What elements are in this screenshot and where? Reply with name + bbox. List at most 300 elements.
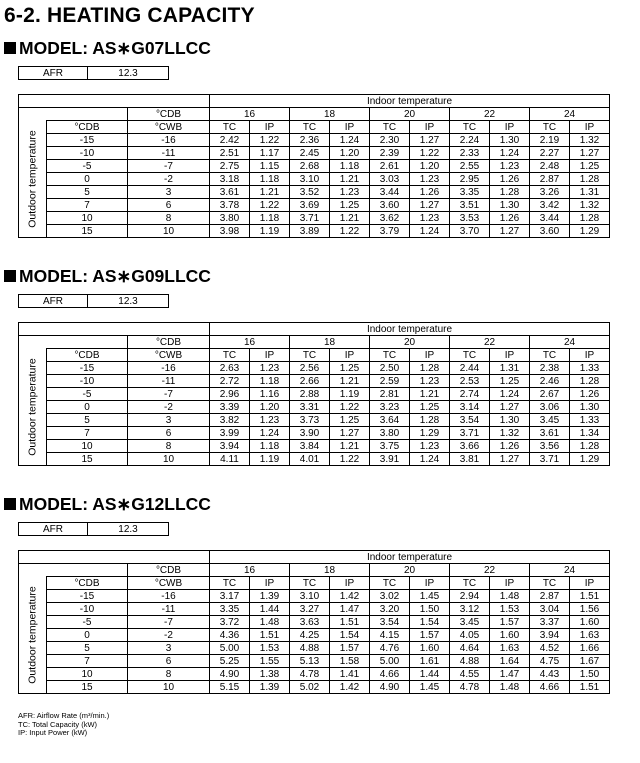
tc-header: TC [370,121,410,134]
outdoor-cwb-value: 10 [128,681,210,694]
ip-value: 1.53 [250,642,290,655]
ip-value: 1.19 [250,453,290,466]
ip-value: 1.25 [490,375,530,388]
table-row [19,173,610,186]
header-row-indoor [19,95,610,108]
outdoor-cwb-header: °CWB [128,349,210,362]
outdoor-temperature-text: Outdoor temperature [26,358,38,456]
tc-value: 2.46 [530,375,570,388]
ip-value: 1.30 [490,134,530,147]
ip-value: 1.54 [330,629,370,642]
ip-header: IP [570,121,610,134]
tc-value: 3.90 [290,427,330,440]
indoor-temp-16: 16 [210,564,290,577]
indoor-cdb-header: °CDB [128,336,210,349]
outdoor-cdb-value: -15 [47,134,128,147]
ip-value: 1.42 [330,681,370,694]
ip-value: 1.21 [330,173,370,186]
tc-value: 4.15 [370,629,410,642]
tc-value: 3.54 [370,616,410,629]
ip-value: 1.32 [570,199,610,212]
tc-header: TC [210,577,250,590]
outdoor-cwb-value: -2 [128,629,210,642]
square-bullet-icon [4,498,16,510]
tc-header: TC [530,349,570,362]
tc-header: TC [290,577,330,590]
table-row [19,616,610,629]
afr-table [18,66,169,80]
outdoor-cwb-value: 8 [128,440,210,453]
ip-value: 1.60 [490,629,530,642]
tc-value: 4.76 [370,642,410,655]
indoor-temp-16: 16 [210,336,290,349]
ip-value: 1.26 [410,186,450,199]
ip-value: 1.61 [410,655,450,668]
afr-table [18,522,169,536]
afr-value: 12.3 [88,67,169,80]
tc-value: 3.78 [210,199,250,212]
tc-value: 4.90 [370,681,410,694]
ip-header: IP [250,349,290,362]
ip-header: IP [410,121,450,134]
tc-value: 2.63 [210,362,250,375]
tc-value: 2.66 [290,375,330,388]
table-row [19,603,610,616]
indoor-temperature-header: Indoor temperature [210,95,610,108]
ip-value: 1.24 [250,427,290,440]
tc-value: 2.68 [290,160,330,173]
ip-value: 1.18 [250,173,290,186]
tc-value: 3.81 [450,453,490,466]
ip-value: 1.20 [330,147,370,160]
header-row-columns [19,121,610,134]
tc-value: 2.59 [370,375,410,388]
ip-value: 1.27 [490,401,530,414]
tc-value: 2.95 [450,173,490,186]
ip-value: 1.32 [490,427,530,440]
ip-value: 1.28 [410,414,450,427]
ip-value: 1.25 [410,401,450,414]
tc-value: 3.71 [290,212,330,225]
tc-header: TC [530,577,570,590]
ip-value: 1.18 [250,212,290,225]
tc-value: 3.42 [530,199,570,212]
ip-value: 1.24 [490,147,530,160]
ip-value: 1.56 [570,603,610,616]
ip-value: 1.30 [570,401,610,414]
square-bullet-icon [4,42,16,54]
outdoor-cdb-value: 0 [47,173,128,186]
outdoor-cdb-value: 15 [47,453,128,466]
ip-value: 1.21 [330,375,370,388]
tc-value: 2.75 [210,160,250,173]
outdoor-cwb-value: 6 [128,427,210,440]
outdoor-cdb-value: 5 [47,186,128,199]
tc-value: 3.12 [450,603,490,616]
model-name: MODEL: AS∗G12LLCC [19,494,211,514]
outdoor-cwb-value: -16 [128,362,210,375]
indoor-temp-18: 18 [290,336,370,349]
tc-value: 3.71 [530,453,570,466]
tc-value: 3.91 [370,453,410,466]
ip-value: 1.23 [330,186,370,199]
tc-value: 3.98 [210,225,250,238]
tc-value: 3.52 [290,186,330,199]
indoor-temp-24: 24 [530,336,610,349]
tc-value: 2.87 [530,173,570,186]
indoor-temp-24: 24 [530,564,610,577]
tc-value: 3.70 [450,225,490,238]
table-row [19,629,610,642]
ip-value: 1.19 [250,225,290,238]
table-row [19,199,610,212]
header-blank [19,551,210,564]
tc-value: 3.44 [370,186,410,199]
tc-value: 3.63 [290,616,330,629]
ip-value: 1.51 [250,629,290,642]
tc-value: 3.39 [210,401,250,414]
tc-value: 3.60 [370,199,410,212]
tc-value: 3.80 [370,427,410,440]
table-row [19,427,610,440]
ip-value: 1.55 [250,655,290,668]
tc-value: 4.75 [530,655,570,668]
tc-header: TC [370,577,410,590]
ip-value: 1.45 [410,590,450,603]
tc-value: 3.94 [530,629,570,642]
indoor-temp-18: 18 [290,108,370,121]
ip-value: 1.29 [570,225,610,238]
header-row-columns [19,349,610,362]
tc-header: TC [210,121,250,134]
outdoor-cdb-value: -10 [47,603,128,616]
header-row-temps [19,564,610,577]
table-row [19,681,610,694]
ip-value: 1.60 [570,616,610,629]
tc-value: 3.10 [290,590,330,603]
tc-header: TC [290,121,330,134]
outdoor-cdb-value: -5 [47,616,128,629]
ip-value: 1.48 [250,616,290,629]
table-row [19,414,610,427]
tc-value: 2.87 [530,590,570,603]
tc-value: 2.55 [450,160,490,173]
ip-header: IP [570,349,610,362]
ip-value: 1.25 [330,362,370,375]
ip-header: IP [410,577,450,590]
tc-value: 2.74 [450,388,490,401]
tc-value: 2.19 [530,134,570,147]
table-row [19,160,610,173]
ip-value: 1.27 [330,427,370,440]
capacity-table [18,94,610,238]
ip-value: 1.27 [410,134,450,147]
outdoor-cdb-header: °CDB [47,121,128,134]
tc-value: 3.54 [450,414,490,427]
ip-value: 1.31 [570,186,610,199]
afr-value: 12.3 [88,523,169,536]
afr-table [18,294,169,308]
ip-value: 1.33 [570,362,610,375]
tc-header: TC [450,349,490,362]
tc-value: 5.15 [210,681,250,694]
indoor-temp-16: 16 [210,108,290,121]
tc-value: 3.75 [370,440,410,453]
tc-value: 4.78 [450,681,490,694]
table-row [19,375,610,388]
outdoor-cwb-value: 10 [128,225,210,238]
tc-value: 2.39 [370,147,410,160]
tc-value: 3.84 [290,440,330,453]
outdoor-cdb-value: 7 [47,655,128,668]
tc-value: 3.35 [210,603,250,616]
tc-header: TC [210,349,250,362]
tc-value: 2.38 [530,362,570,375]
outdoor-cdb-header: °CDB [47,577,128,590]
table-row [19,655,610,668]
tc-value: 3.69 [290,199,330,212]
ip-value: 1.41 [330,668,370,681]
ip-header: IP [490,349,530,362]
footnotes [18,712,109,738]
ip-value: 1.23 [410,212,450,225]
outdoor-cwb-value: 3 [128,186,210,199]
ip-header: IP [490,577,530,590]
ip-value: 1.28 [570,212,610,225]
tc-value: 3.79 [370,225,410,238]
ip-value: 1.21 [330,440,370,453]
tc-value: 3.35 [450,186,490,199]
outdoor-cdb-value: 7 [47,199,128,212]
tc-value: 4.05 [450,629,490,642]
afr-label: AFR [19,523,88,536]
ip-value: 1.58 [330,655,370,668]
ip-value: 1.57 [410,629,450,642]
tc-value: 3.20 [370,603,410,616]
ip-value: 1.60 [410,642,450,655]
capacity-table [18,550,610,694]
ip-value: 1.24 [490,388,530,401]
tc-value: 3.73 [290,414,330,427]
ip-value: 1.23 [250,414,290,427]
ip-value: 1.18 [250,375,290,388]
tc-value: 5.25 [210,655,250,668]
tc-value: 3.17 [210,590,250,603]
tc-value: 5.00 [370,655,410,668]
model-heading [4,38,211,59]
tc-value: 4.78 [290,668,330,681]
tc-value: 3.71 [450,427,490,440]
tc-value: 4.25 [290,629,330,642]
ip-value: 1.23 [410,173,450,186]
ip-value: 1.24 [410,225,450,238]
square-bullet-icon [4,270,16,282]
capacity-table [18,322,610,466]
tc-value: 3.99 [210,427,250,440]
tc-value: 2.67 [530,388,570,401]
tc-value: 3.66 [450,440,490,453]
tc-header: TC [530,121,570,134]
ip-header: IP [490,121,530,134]
header-blank [19,95,210,108]
tc-value: 3.14 [450,401,490,414]
outdoor-cwb-value: -16 [128,590,210,603]
ip-value: 1.38 [250,668,290,681]
ip-value: 1.21 [330,212,370,225]
outdoor-cwb-value: -11 [128,375,210,388]
tc-value: 3.18 [210,173,250,186]
outdoor-cwb-value: 6 [128,655,210,668]
tc-header: TC [450,121,490,134]
ip-value: 1.42 [330,590,370,603]
outdoor-cwb-header: °CWB [128,121,210,134]
tc-value: 3.03 [370,173,410,186]
ip-value: 1.28 [570,173,610,186]
afr-value: 12.3 [88,295,169,308]
ip-value: 1.24 [330,134,370,147]
table-row [19,388,610,401]
ip-header: IP [330,349,370,362]
afr-label: AFR [19,67,88,80]
outdoor-cdb-value: 7 [47,427,128,440]
tc-value: 3.06 [530,401,570,414]
ip-header: IP [570,577,610,590]
ip-value: 1.28 [570,440,610,453]
tc-value: 3.02 [370,590,410,603]
indoor-temp-24: 24 [530,108,610,121]
ip-value: 1.23 [410,375,450,388]
ip-value: 1.44 [410,668,450,681]
ip-value: 1.54 [410,616,450,629]
tc-value: 2.56 [290,362,330,375]
footnote-ip: IP: Input Power (kW) [18,728,88,737]
ip-value: 1.48 [490,590,530,603]
ip-value: 1.22 [410,147,450,160]
table-row [19,147,610,160]
ip-value: 1.24 [410,453,450,466]
table-row [19,453,610,466]
tc-value: 4.43 [530,668,570,681]
ip-value: 1.15 [250,160,290,173]
tc-value: 2.72 [210,375,250,388]
tc-value: 3.60 [530,225,570,238]
ip-value: 1.18 [330,160,370,173]
header-blank [19,564,128,577]
ip-value: 1.39 [250,681,290,694]
ip-value: 1.63 [490,642,530,655]
ip-value: 1.29 [570,453,610,466]
ip-value: 1.57 [330,642,370,655]
table-row [19,401,610,414]
outdoor-cdb-value: 0 [47,401,128,414]
ip-value: 1.17 [250,147,290,160]
tc-value: 4.88 [290,642,330,655]
outdoor-cwb-value: -7 [128,160,210,173]
ip-value: 1.27 [410,199,450,212]
outdoor-cdb-value: -15 [47,362,128,375]
outdoor-cdb-value: 15 [47,225,128,238]
tc-value: 4.55 [450,668,490,681]
outdoor-cwb-value: -2 [128,173,210,186]
ip-header: IP [250,121,290,134]
tc-value: 5.02 [290,681,330,694]
ip-value: 1.20 [250,401,290,414]
tc-value: 3.04 [530,603,570,616]
tc-value: 2.61 [370,160,410,173]
ip-value: 1.53 [490,603,530,616]
tc-value: 4.36 [210,629,250,642]
page-title: 6-2. HEATING CAPACITY [4,4,255,27]
ip-value: 1.19 [330,388,370,401]
tc-value: 2.30 [370,134,410,147]
table-row [19,590,610,603]
tc-value: 2.42 [210,134,250,147]
table-row [19,440,610,453]
tc-value: 4.01 [290,453,330,466]
tc-value: 3.23 [370,401,410,414]
ip-value: 1.32 [570,134,610,147]
outdoor-temperature-text: Outdoor temperature [26,586,38,684]
tc-value: 5.13 [290,655,330,668]
outdoor-cwb-header: °CWB [128,577,210,590]
ip-value: 1.25 [570,160,610,173]
indoor-cdb-header: °CDB [128,564,210,577]
ip-value: 1.23 [250,362,290,375]
outdoor-cdb-value: 15 [47,681,128,694]
ip-value: 1.31 [490,362,530,375]
tc-value: 3.89 [290,225,330,238]
ip-value: 1.50 [410,603,450,616]
ip-value: 1.51 [570,590,610,603]
outdoor-cdb-value: -10 [47,147,128,160]
ip-header: IP [410,349,450,362]
ip-value: 1.21 [410,388,450,401]
tc-value: 3.26 [530,186,570,199]
outdoor-temperature-label [19,577,47,694]
indoor-temp-20: 20 [370,564,450,577]
ip-value: 1.25 [330,199,370,212]
table-row [19,212,610,225]
ip-value: 1.51 [330,616,370,629]
outdoor-cwb-value: 6 [128,199,210,212]
ip-value: 1.23 [410,440,450,453]
tc-value: 4.66 [530,681,570,694]
model-heading [4,266,211,287]
ip-value: 1.21 [250,186,290,199]
tc-value: 3.61 [210,186,250,199]
outdoor-cdb-value: -15 [47,590,128,603]
header-row-temps [19,336,610,349]
indoor-temperature-header: Indoor temperature [210,323,610,336]
ip-value: 1.47 [490,668,530,681]
table-row [19,186,610,199]
ip-value: 1.63 [570,629,610,642]
outdoor-cdb-value: -5 [47,388,128,401]
outdoor-temperature-label [19,349,47,466]
tc-value: 4.64 [450,642,490,655]
tc-header: TC [370,349,410,362]
ip-value: 1.22 [250,199,290,212]
tc-value: 3.72 [210,616,250,629]
table-row [19,668,610,681]
table-row [19,134,610,147]
outdoor-cdb-value: 10 [47,440,128,453]
tc-value: 2.45 [290,147,330,160]
outdoor-cwb-value: 3 [128,414,210,427]
outdoor-cdb-value: -5 [47,160,128,173]
header-row-temps [19,108,610,121]
tc-value: 2.88 [290,388,330,401]
